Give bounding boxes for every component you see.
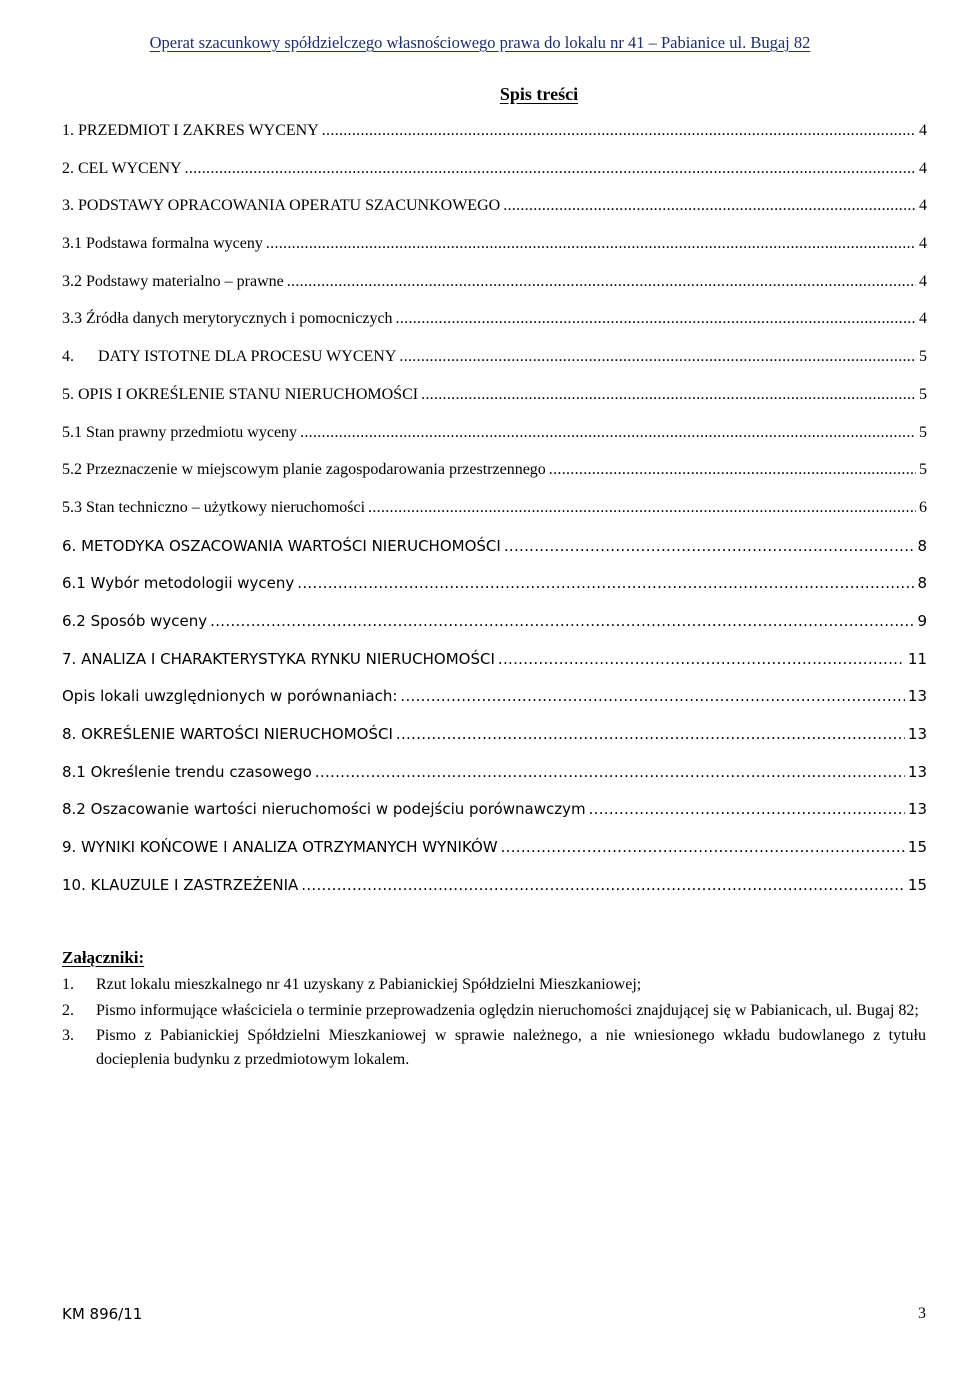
toc-entry-label xyxy=(62,645,495,673)
toc-leader-dots xyxy=(501,833,905,861)
attachment-item xyxy=(62,1024,926,1071)
toc-entry-page: 13 xyxy=(907,725,927,743)
toc-entry-label xyxy=(62,682,397,710)
toc-entry-page: 13 xyxy=(907,762,927,781)
toc-entry[interactable] xyxy=(62,155,927,193)
toc-leader-dots xyxy=(266,230,916,258)
toc-entry-label xyxy=(62,305,393,333)
toc-entry-label xyxy=(62,419,297,447)
attachment-text: Rzut lokalu mieszkalnego nr 41 uzyskany z Pabianickiej Spółdzielni Mieszkaniowej; xyxy=(96,976,642,993)
toc-entry-label xyxy=(62,720,393,748)
toc-entry[interactable] xyxy=(62,117,927,155)
toc-entry[interactable] xyxy=(62,758,927,796)
toc-entry-text: PODSTAWY OPRACOWANIA OPERATU SZACUNKOWEGO xyxy=(78,197,501,215)
toc-entry-label xyxy=(62,758,312,786)
toc-entry[interactable] xyxy=(62,569,927,607)
toc-entry[interactable] xyxy=(62,192,927,230)
toc-leader-dots xyxy=(396,720,905,748)
toc-entry-text: DATY ISTOTNE DLA PROCESU WYCENY xyxy=(98,348,397,366)
toc-entry[interactable] xyxy=(62,720,927,758)
toc-entry[interactable] xyxy=(62,456,927,494)
toc-entry-number: 3.1 xyxy=(62,235,82,253)
toc-leader-dots xyxy=(549,456,916,484)
toc-entry[interactable] xyxy=(62,682,927,720)
toc-entry-page: 4 xyxy=(919,197,927,215)
toc-entry-page: 6 xyxy=(919,498,927,516)
toc-entry-text: METODYKA OSZACOWANIA WARTOŚCI NIERUCHOMOŚCI xyxy=(81,536,501,555)
toc-entry-number: 8.1 xyxy=(62,762,86,781)
toc-entry-label xyxy=(62,343,396,371)
toc-leader-dots xyxy=(421,381,916,409)
toc-entry-page: 4 xyxy=(919,310,927,328)
toc-leader-dots xyxy=(315,758,905,786)
attachment-item xyxy=(62,973,926,997)
toc-entry-number: 8.2 xyxy=(62,800,86,819)
toc-title: Spis treści xyxy=(499,84,579,104)
toc-entry-page: 9 xyxy=(917,611,927,630)
attachment-number: 1. xyxy=(62,976,74,993)
toc-entry-number: 4. xyxy=(62,348,74,366)
toc-entry[interactable] xyxy=(62,343,927,381)
toc-entry-number: 3.3 xyxy=(62,310,82,328)
toc-entry[interactable] xyxy=(62,494,927,532)
toc-entry-text: Stan techniczno – użytkowy nieruchomości xyxy=(86,498,366,516)
toc-leader-dots xyxy=(399,343,916,371)
toc-entry-number: 5. xyxy=(62,385,74,403)
footer-doc-id: KM 896/11 xyxy=(62,1305,143,1323)
toc-entry[interactable] xyxy=(62,833,927,871)
toc-entry-text: PRZEDMIOT I ZAKRES WYCENY xyxy=(78,122,319,139)
toc-entry-label xyxy=(62,230,263,258)
toc-entry-label xyxy=(62,532,501,560)
toc-entry-page: 5 xyxy=(919,423,927,441)
toc-leader-dots xyxy=(504,532,915,560)
toc-entry-text: Przeznaczenie w miejscowym planie zagospodarowania przestrzennego xyxy=(86,461,546,479)
toc-entry-number: 3.2 xyxy=(62,272,82,290)
toc-entry-text: Opis lokali uwzględnionych w porównaniach: xyxy=(62,687,398,706)
toc-leader-dots xyxy=(287,268,916,296)
toc-entry-text: WYNIKI KOŃCOWE I ANALIZA OTRZYMANYCH WYNIKÓW xyxy=(81,838,498,857)
toc-entry-page: 15 xyxy=(907,875,927,894)
toc-leader-dots xyxy=(210,607,914,635)
toc-entry-label xyxy=(62,494,365,522)
toc-entry[interactable] xyxy=(62,871,927,909)
toc-entry-text: Wybór metodologii wyceny xyxy=(90,574,295,593)
toc-entry-text: Stan prawny przedmiotu wyceny xyxy=(86,423,298,441)
toc-entry-label xyxy=(62,456,546,484)
toc-entry[interactable] xyxy=(62,645,927,683)
toc-entry[interactable] xyxy=(62,381,927,419)
toc-entry-text: ANALIZA I CHARAKTERYSTYKA RYNKU NIERUCHOMOŚCI xyxy=(81,649,495,668)
toc-leader-dots xyxy=(368,494,916,522)
toc-entry[interactable] xyxy=(62,795,927,833)
toc-entry-text: Podstawa formalna wyceny xyxy=(86,235,263,253)
toc-entry-text: Podstawy materialno – prawne xyxy=(86,272,284,290)
toc-entry-number: 6.1 xyxy=(62,574,86,593)
toc-entry-page: 8 xyxy=(917,536,927,555)
toc-entry-page: 13 xyxy=(907,687,927,706)
toc-leader-dots xyxy=(400,682,905,710)
toc-entry-page: 13 xyxy=(907,800,927,819)
attachments-list xyxy=(62,973,926,1073)
toc-entry-label xyxy=(62,117,319,145)
table-of-contents xyxy=(62,117,927,908)
toc-entry-number: 9. xyxy=(62,838,77,857)
toc-entry-number: 5.1 xyxy=(62,423,82,441)
toc-entry-number: 5.3 xyxy=(62,498,82,516)
toc-entry-page: 4 xyxy=(919,272,927,290)
toc-leader-dots xyxy=(396,305,916,333)
toc-entry[interactable] xyxy=(62,230,927,268)
toc-entry-number: 8. xyxy=(62,725,77,743)
toc-leader-dots xyxy=(503,192,916,220)
toc-entry-page: 15 xyxy=(907,838,927,857)
attachment-number: 3. xyxy=(62,1027,74,1044)
toc-entry-page: 4 xyxy=(919,122,927,139)
toc-entry-page: 8 xyxy=(917,574,927,593)
toc-entry-page: 4 xyxy=(919,159,927,177)
attachment-item xyxy=(62,999,926,1023)
toc-leader-dots xyxy=(498,645,905,673)
toc-entry-label xyxy=(62,607,207,635)
toc-entry-number: 2. xyxy=(62,159,74,177)
toc-entry-page: 5 xyxy=(919,348,927,366)
attachment-text: Pismo informujące właściciela o terminie przeprowadzenia oględzin nieruchomości znajdującej się w Pabianicach, ul. Bugaj 82; xyxy=(96,1001,919,1019)
toc-entry-number: 3. xyxy=(62,197,74,215)
toc-leader-dots xyxy=(589,795,905,823)
toc-entry-label xyxy=(62,569,294,597)
toc-entry-text: Oszacowanie wartości nieruchomości w podejściu porównawczym xyxy=(90,800,586,819)
toc-entry-label xyxy=(62,192,500,220)
toc-entry-page: 4 xyxy=(919,235,927,253)
toc-entry-number: 1. xyxy=(62,122,74,139)
toc-entry-number: 5.2 xyxy=(62,461,82,479)
toc-entry-text: CEL WYCENY xyxy=(78,159,182,177)
toc-entry-text: Sposób wyceny xyxy=(90,611,208,630)
toc-entry-number: 6. xyxy=(62,536,77,555)
toc-leader-dots xyxy=(185,155,916,183)
toc-leader-dots xyxy=(301,871,905,899)
attachments-title: Załączniki: xyxy=(62,948,145,967)
toc-entry-page: 5 xyxy=(919,461,927,479)
toc-entry[interactable] xyxy=(62,532,927,570)
toc-leader-dots xyxy=(300,419,916,447)
toc-entry[interactable] xyxy=(62,419,927,457)
toc-entry-label xyxy=(62,833,498,861)
footer-page-number: 3 xyxy=(918,1305,926,1322)
toc-entry[interactable] xyxy=(62,305,927,343)
toc-entry-number: 7. xyxy=(62,649,77,668)
attachment-text: Pismo z Pabianickiej Spółdzielni Mieszkaniowej w sprawie należnego, a nie wniesionego wkładu budowlanego z tytułu docieplenia budynku z przedmiotowym lokalem. xyxy=(96,1027,926,1068)
toc-entry-label xyxy=(62,871,298,899)
toc-entry-text: OKREŚLENIE WARTOŚCI NIERUCHOMOŚCI xyxy=(81,725,393,743)
toc-entry-text: Określenie trendu czasowego xyxy=(90,762,312,781)
toc-entry-page: 5 xyxy=(919,385,927,403)
running-header: Operat szacunkowy spółdzielczego własnościowego prawa do lokalu nr 41 – Pabianice ul. Bugaj 82 xyxy=(149,33,811,52)
toc-entry-label xyxy=(62,795,586,823)
toc-entry[interactable] xyxy=(62,607,927,645)
toc-entry[interactable] xyxy=(62,268,927,306)
attachment-number: 2. xyxy=(62,1001,74,1019)
toc-entry-label xyxy=(62,155,182,183)
toc-entry-number: 6.2 xyxy=(62,611,86,630)
toc-entry-text: OPIS I OKREŚLENIE STANU NIERUCHOMOŚCI xyxy=(78,385,419,403)
toc-entry-page: 11 xyxy=(907,649,927,668)
toc-entry-text: KLAUZULE I ZASTRZEŻENIA xyxy=(90,875,299,894)
toc-entry-text: Źródła danych merytorycznych i pomocniczych xyxy=(86,310,393,328)
toc-entry-number: 10. xyxy=(62,875,86,894)
toc-leader-dots xyxy=(297,569,914,597)
toc-entry-label xyxy=(62,381,418,409)
toc-leader-dots xyxy=(322,117,916,145)
toc-entry-label xyxy=(62,268,284,296)
